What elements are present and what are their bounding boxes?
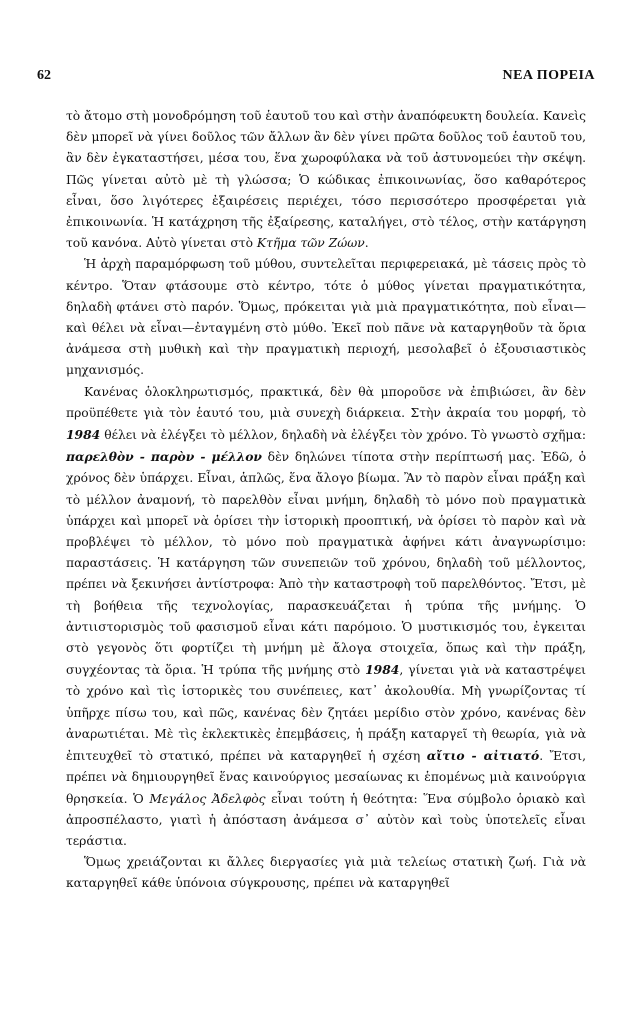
emphasis-text: παρελθὸν - παρὸν - μέλλον [66,449,262,465]
paragraph [66,382,586,852]
emphasis-text: 1984 [66,427,101,443]
emphasis-text: 1984 [365,662,400,678]
emphasis-text: αἴτιο - αἰτιατό [426,748,540,764]
text-run: θέλει νὰ ἐλέγξει τὸ μέλλον, δηλαδὴ νὰ ἐλέγξει τὸν χρόνο. Τὸ γνωστὸ σχῆμα: [100,428,586,443]
text-run: Ἡ ἀρχὴ παραμόρφωση τοῦ μύθου, συντελεῖται περιφερειακά, μὲ τάσεις πρὸς τὸ κέντρο. Ὅταν φτάσουμε στὸ κέντρο, τότε ὁ μύθος γίνεται πραγματικότητα, δηλαδὴ φτάνει στὸ παρόν. Ὅμως, πρόκειται γιὰ μιὰ πραγματικότητα, ποὺ εἶναι—καὶ θέλει νὰ εἶναι—ἐνταγμένη στὸ μύθο. Ἐκεῖ ποὺ πᾶνε νὰ καταργηθοῦν τὰ ὅρια ἀνάμεσα στὴ μυθικὴ καὶ τὴν πραγματικὴ περιοχή, μεσολαβεῖ ὁ ἐξουσιαστικὸς μηχανισμός. [66,257,586,378]
paragraph [66,254,586,381]
paragraph [66,106,586,254]
text-run: Κανένας ὁλοκληρωτισμός, πρακτικά, δὲν θὰ μποροῦσε νὰ ἐπιβιώσει, ἂν δὲν προϋπέθετε γιὰ τὸν ἑαυτό του, μιὰ συνεχὴ διάρκεια. Στὴν ἀκραία του μορφή, τὸ [66,384,586,420]
text-run: δὲν δηλώνει τίποτα στὴν περίπτωσή μας. Ἐδῶ, ὁ χρόνος δὲν ὑπάρχει. Εἶναι, ἁπλῶς, ἕνα ἄλογο βίωμα. Ἂν τὸ παρὸν εἶναι πράξη καὶ τὸ μέλλον ἀναμονή, τὸ παρελθὸν εἶναι μνήμη, δηλαδὴ τὸ μόνο ποὺ πραγματικὰ ὑπάρχει καὶ μπορεῖ νὰ ὁρίσει τὴν ἱστορικὴ προοπτική, νὰ ὁρίσει τὸ παρὸν καὶ νὰ προβλέψει τὸ μέλλον, τὸ μόνο ποὺ πραγματικὰ ἀφήνει κάτι ἀναγνωρίσιμο: παραστάσεις. Ἡ κατάργηση τῶν συνεπειῶν τοῦ χρόνου, δηλαδὴ τοῦ μέλλοντος, πρέπει νὰ ξεκινήσει ἀντίστροφα: Ἀπὸ τὴν καταστροφὴ τοῦ παρελθόντος. Ἔτσι, μὲ τὴ βοήθεια τῆς τεχνολογίας, παρασκευάζεται ἡ τρύπα τῆς μνήμης. Ὁ ἀντιιστορισμὸς τοῦ φασισμοῦ εἶναι κάτι παρόμοιο. Ὁ μυστικισμός του, ἐγκειται στὸ γεγονὸς ὅτι φορτίζει τὴ μνήμη μὲ ἄλογα στοιχεῖα, ὅπως καὶ τὴν πράξη, συγχέοντας τὰ ὅρια. Ἡ τρύπα τῆς μνήμης στὸ [66,450,586,678]
text-run: εἶναι τούτη ἡ θεότητα: Ἕνα σύμβολο ὁριακὸ καὶ ἀπροσπέλαστο, γιατὶ ἡ ἀπόσταση ἀνάμεσα σ᾽ αὐτὸν καὶ τοὺς ὑποτελεῖς εἶναι τεράστια. [66,791,586,848]
page-number: 62 [37,68,51,83]
emphasis-text: Μεγάλος Ἀδελφὸς [149,791,266,806]
page-header [37,68,595,88]
emphasis-text: Κτῆμα τῶν Ζώων [256,236,365,251]
journal-title: ΝΕΑ ΠΟΡΕΙΑ [502,68,595,83]
paragraph [66,852,586,894]
text-run: . [364,236,369,251]
body-text [66,106,586,895]
text-run: . Ἔτσι, πρέπει νὰ δημιουργηθεῖ ἕνας καινούργιος μεσαίωνας κι ἑπομένως μιὰ καινούργια θρησκεία. Ὁ [66,749,586,806]
text-run: τὸ ἄτομο στὴ μονοδρόμηση τοῦ ἑαυτοῦ του καὶ στὴν ἀναπόφευκτη δουλεία. Κανεὶς δὲν μπορεῖ νὰ γίνει δοῦλος τῶν ἄλλων ἂν δὲν γίνει πρῶτα δοῦλος τοῦ ἑαυτοῦ του, ἂν δὲν ἐγκαταστήσει, μέσα του, ἕνα χωροφύλακα νὰ τοῦ ἀστυνομεύει τὴν σκέψη. Πῶς γίνεται αὐτὸ μὲ τὴ γλώσσα; Ὁ κώδικας ἐπικοινωνίας, ὅσο καθαρότερος εἶναι, ὅσο λιγότερες ἐξαιρέσεις περιέχει, τόσο περισσότερο προσφέρεται γιὰ ἐπικοινωνία. Ἡ κατάχρηση τῆς ἐξαίρεσης, καταλήγει, στὸ τέλος, στὴν κατάργηση τοῦ κανόνα. Αὐτὸ γίνεται στὸ [66,109,586,251]
text-run: , γίνεται γιὰ νὰ καταστρέψει τὸ χρόνο καὶ τὶς ἱστορικὲς του συνέπειες, κατ᾽ ἀκολουθία. Μὴ γνωρίζοντας τί ὑπῆρχε πίσω του, καὶ πῶς, κανένας δὲν ζητάει μερίδιο στὸν χρόνο, κανένας δὲν ἀναρωτιέται. Μὲ τὶς ἐκλεκτικὲς ἐπεμβάσεις, ἡ πράξη καταργεῖ τὴ θεωρία, γιὰ νὰ ἐπιτευχθεῖ τὸ στατικό, πρέπει νὰ καταργηθεῖ ἡ σχέση [66,663,586,764]
text-run: Ὅμως χρειάζονται κι ἄλλες διεργασίες γιὰ μιὰ τελείως στατικὴ ζωή. Γιὰ νὰ καταργηθεῖ κάθε ὑπόνοια σύγκρουσης, πρέπει νὰ καταργηθεῖ [66,855,586,891]
